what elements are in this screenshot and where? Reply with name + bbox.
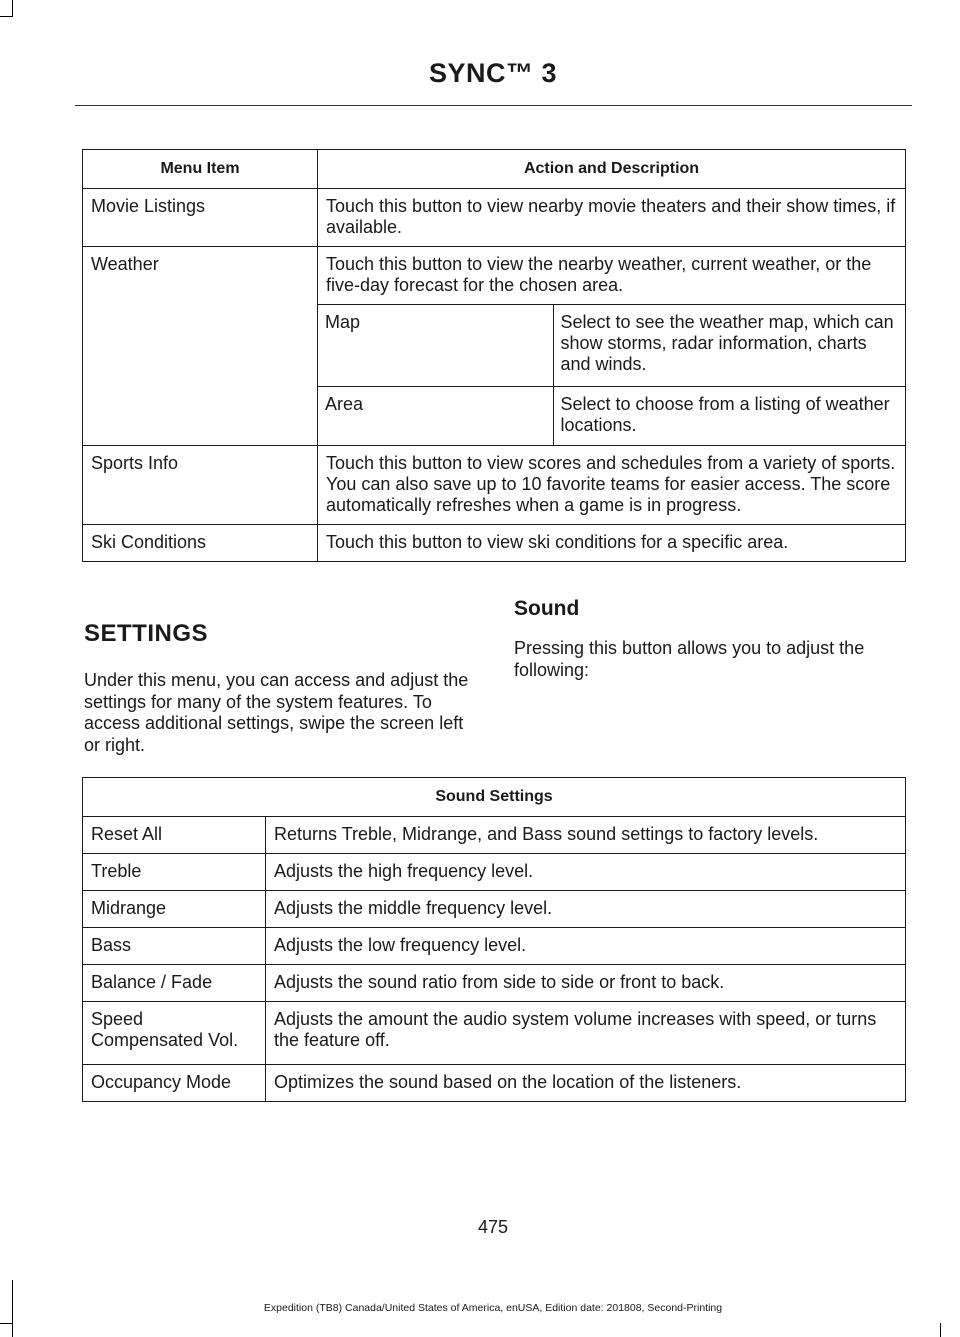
table-row	[318, 305, 905, 387]
sub-item-cell: Map	[318, 305, 553, 387]
page-number: 475	[477, 1217, 509, 1237]
table-row	[318, 387, 905, 446]
setting-description-cell: Optimizes the sound based on the location of the listeners.	[266, 1065, 906, 1102]
table-row	[83, 854, 906, 891]
table-title: Sound Settings	[83, 778, 906, 817]
setting-description-cell: Adjusts the high frequency level.	[266, 854, 906, 891]
table-row	[83, 247, 906, 446]
setting-description-cell: Adjusts the sound ratio from side to side or front to back.	[266, 965, 906, 1002]
menu-item-cell: Movie Listings	[83, 189, 318, 247]
edition-footer: Expedition (TB8) Canada/United States of America, enUSA, Edition date: 201808, Second-Printing	[263, 1302, 723, 1314]
info-table	[82, 149, 906, 562]
crop-mark	[12, 0, 13, 16]
column-header: Menu Item	[83, 150, 318, 189]
crop-mark	[0, 1323, 13, 1324]
sound-heading: Sound	[514, 597, 580, 620]
table-row	[83, 525, 906, 562]
description-cell: Touch this button to view scores and schedules from a variety of sports. You can also save up to 10 favorite teams for easier access. The score automatically refreshes when a game is in progress.	[318, 446, 906, 525]
setting-name-cell: Reset All	[83, 817, 266, 854]
table-row	[83, 1002, 906, 1065]
table-row	[83, 965, 906, 1002]
weather-subtable	[318, 304, 905, 445]
settings-paragraph: Under this menu, you can access and adjust the settings for many of the system features. To access additional settings, swipe the screen left or right.	[84, 670, 469, 755]
setting-description-cell: Adjusts the amount the audio system volume increases with speed, or turns the feature off.	[266, 1002, 906, 1065]
table-row	[83, 817, 906, 854]
sound-settings-table	[82, 777, 906, 1102]
description-text: Touch this button to view the nearby weather, current weather, or the five-day forecast for the chosen area.	[326, 254, 872, 295]
menu-item-cell: Weather	[83, 247, 318, 446]
sub-description-cell: Select to choose from a listing of weather locations.	[553, 387, 905, 446]
description-cell: Touch this button to view nearby movie theaters and their show times, if available.	[318, 189, 906, 247]
table-row	[83, 189, 906, 247]
menu-item-cell: Sports Info	[83, 446, 318, 525]
page-header-title: SYNC™ 3	[428, 58, 558, 88]
setting-name-cell: Midrange	[83, 891, 266, 928]
setting-name-cell: Balance / Fade	[83, 965, 266, 1002]
setting-name-cell: Occupancy Mode	[83, 1065, 266, 1102]
setting-name-cell: Speed Compensated Vol.	[83, 1002, 266, 1065]
setting-name-cell: Bass	[83, 928, 266, 965]
column-header: Action and Description	[318, 150, 906, 189]
crop-mark	[0, 16, 13, 17]
setting-name-cell: Treble	[83, 854, 266, 891]
table-row	[83, 891, 906, 928]
setting-description-cell: Returns Treble, Midrange, and Bass sound settings to factory levels.	[266, 817, 906, 854]
description-cell: Touch this button to view ski conditions for a specific area.	[318, 525, 906, 562]
table-row	[83, 446, 906, 525]
table-header-row	[83, 778, 906, 817]
sound-paragraph: Pressing this button allows you to adjust the following:	[514, 638, 865, 680]
table-row	[83, 928, 906, 965]
menu-item-cell: Ski Conditions	[83, 525, 318, 562]
header-divider	[75, 105, 912, 106]
table-header-row	[83, 150, 906, 189]
settings-heading: SETTINGS	[84, 620, 209, 647]
table-row	[83, 1065, 906, 1102]
description-cell	[318, 247, 906, 446]
setting-description-cell: Adjusts the middle frequency level.	[266, 891, 906, 928]
sub-description-cell: Select to see the weather map, which can show storms, radar information, charts and winds.	[553, 305, 905, 387]
sub-item-cell: Area	[318, 387, 553, 446]
setting-description-cell: Adjusts the low frequency level.	[266, 928, 906, 965]
crop-mark	[940, 1323, 941, 1337]
